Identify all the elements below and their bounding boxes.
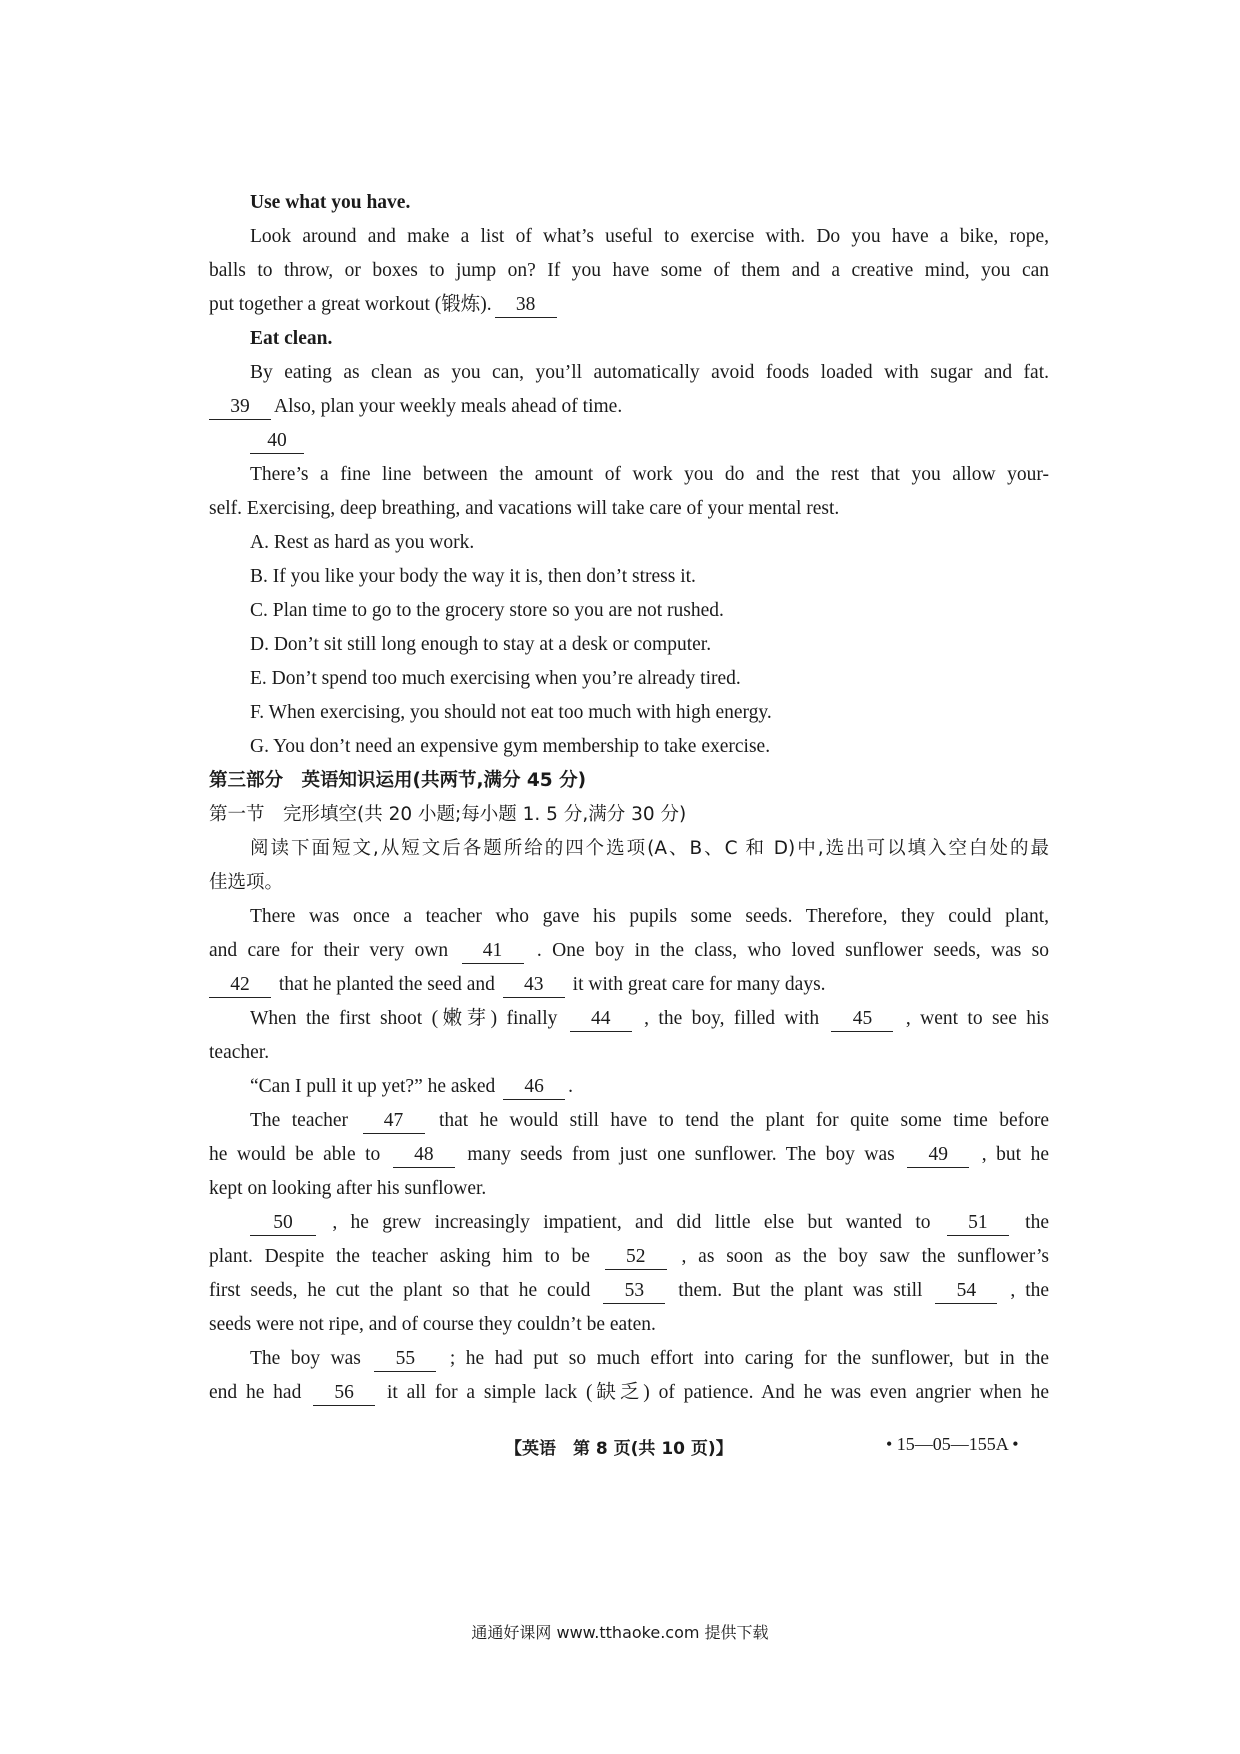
cloze-line: [209, 1274, 1049, 1308]
paragraph-line: balls to throw, or boxes to jump on? If you have some of them and a creative mind, you can: [209, 260, 1049, 281]
exam-code: • 15—05—155A •: [886, 1434, 1019, 1454]
heading-eat-clean: Eat clean.: [250, 328, 333, 349]
heading-blank-40: [250, 424, 1049, 458]
cloze-line: [250, 1104, 1049, 1138]
text: put together a great workout (锻炼).: [209, 294, 492, 315]
cloze-line: [250, 1342, 1049, 1376]
text: ; he had put so much effort into caring for the sunflower, but in the: [449, 1348, 1049, 1369]
text: .: [568, 1076, 574, 1097]
instruction-line: 佳选项。: [209, 872, 284, 893]
cloze-line: [209, 968, 1049, 1002]
answer-blank-46: 46: [503, 1075, 565, 1100]
answer-blank-48: 48: [393, 1143, 455, 1168]
answer-blank-43: 43: [503, 973, 565, 998]
text: it all for a simple lack (缺乏) of patience. And he was even angrier when he: [386, 1382, 1049, 1403]
download-source-note: 通通好课网 www.tthaoke.com 提供下载: [471, 1623, 769, 1642]
answer-blank-38: 38: [495, 293, 557, 318]
answer-blank-40: 40: [250, 429, 304, 454]
part-three-title: 第三部分 英语知识运用(共两节,满分 45 分): [209, 770, 587, 791]
answer-blank-45: 45: [831, 1007, 893, 1032]
text: first seeds, he cut the plant so that he could: [209, 1280, 591, 1301]
section-one-title: 第一节 完形填空(共 20 小题;每小题 1. 5 分,满分 30 分): [209, 804, 687, 825]
text: , he grew increasingly impatient, and did little else but wanted to: [332, 1212, 931, 1233]
cloze-line: [250, 1070, 1049, 1104]
option-g: G. You don’t need an expensive gym membership to take exercise.: [250, 736, 771, 757]
answer-blank-41: 41: [462, 939, 524, 964]
text: and care for their very own: [209, 940, 449, 961]
page-number-label: 【英语 第 8 页(共 10 页)】: [505, 1439, 733, 1459]
cloze-line: [209, 1376, 1049, 1410]
answer-blank-55: 55: [374, 1347, 436, 1372]
option-f: F. When exercising, you should not eat too much with high energy.: [250, 702, 772, 723]
text: The teacher: [250, 1110, 349, 1131]
answer-blank-39: 39: [209, 395, 271, 420]
instruction-line: 阅读下面短文,从短文后各题所给的四个选项(A、B、C 和 D)中,选出可以填入空白处的最: [250, 838, 1049, 859]
text: the: [1025, 1212, 1049, 1233]
cloze-line: teacher.: [209, 1042, 270, 1063]
cloze-line: [250, 1206, 1049, 1240]
text: it with great care for many days.: [572, 974, 826, 995]
cloze-line: [209, 1240, 1049, 1274]
cloze-line: [209, 1138, 1049, 1172]
answer-blank-52: 52: [605, 1245, 667, 1270]
text: , but he: [981, 1144, 1050, 1165]
cloze-line: [250, 1002, 1049, 1036]
paragraph-line: There’s a fine line between the amount of work you do and the rest that you allow your-: [250, 464, 1049, 485]
answer-blank-54: 54: [935, 1279, 997, 1304]
answer-blank-51: 51: [947, 1211, 1009, 1236]
option-c: C. Plan time to go to the grocery store so you are not rushed.: [250, 600, 724, 621]
paragraph-line: By eating as clean as you can, you’ll automatically avoid foods loaded with sugar and fat.: [250, 362, 1049, 383]
cloze-line: kept on looking after his sunflower.: [209, 1178, 487, 1199]
answer-blank-44: 44: [570, 1007, 632, 1032]
answer-blank-56: 56: [313, 1381, 375, 1406]
text: end he had: [209, 1382, 302, 1403]
answer-blank-42: 42: [209, 973, 271, 998]
text: , the boy, filled with: [644, 1008, 820, 1029]
option-d: D. Don’t sit still long enough to stay at a desk or computer.: [250, 634, 712, 655]
answer-blank-53: 53: [603, 1279, 665, 1304]
text: When the first shoot (嫩芽) finally: [250, 1008, 558, 1029]
text: , went to see his: [905, 1008, 1050, 1029]
cloze-line: There was once a teacher who gave his pupils some seeds. Therefore, they could plant,: [250, 906, 1049, 927]
text: “Can I pull it up yet?” he asked: [250, 1076, 496, 1097]
paragraph-line: Look around and make a list of what’s useful to exercise with. Do you have a bike, rope,: [250, 226, 1049, 247]
text: that he planted the seed and: [278, 974, 495, 995]
heading-use-what-you-have: Use what you have.: [250, 192, 411, 213]
text: them. But the plant was still: [678, 1280, 923, 1301]
text: , as soon as the boy saw the sunflower’s: [681, 1246, 1050, 1267]
text: . One boy in the class, who loved sunflower seeds, was so: [536, 940, 1050, 961]
text: The boy was: [250, 1348, 361, 1369]
cloze-line: [209, 934, 1049, 968]
text: that he would still have to tend the plant for quite some time before: [438, 1110, 1050, 1131]
text: plant. Despite the teacher asking him to be: [209, 1246, 590, 1267]
option-e: E. Don’t spend too much exercising when you’re already tired.: [250, 668, 741, 689]
answer-blank-47: 47: [363, 1109, 425, 1134]
text: he would be able to: [209, 1144, 381, 1165]
paragraph-line: self. Exercising, deep breathing, and vacations will take care of your mental rest.: [209, 498, 840, 519]
text: many seeds from just one sunflower. The boy was: [467, 1144, 895, 1165]
text: , the: [1010, 1280, 1050, 1301]
option-b: B. If you like your body the way it is, then don’t stress it.: [250, 566, 696, 587]
option-a: A. Rest as hard as you work.: [250, 532, 475, 553]
paragraph-line: [209, 390, 1049, 424]
answer-blank-49: 49: [907, 1143, 969, 1168]
answer-blank-50: 50: [250, 1211, 316, 1236]
cloze-line: seeds were not ripe, and of course they couldn’t be eaten.: [209, 1314, 656, 1335]
text: Also, plan your weekly meals ahead of time.: [274, 396, 623, 417]
paragraph-line: [209, 288, 1049, 322]
